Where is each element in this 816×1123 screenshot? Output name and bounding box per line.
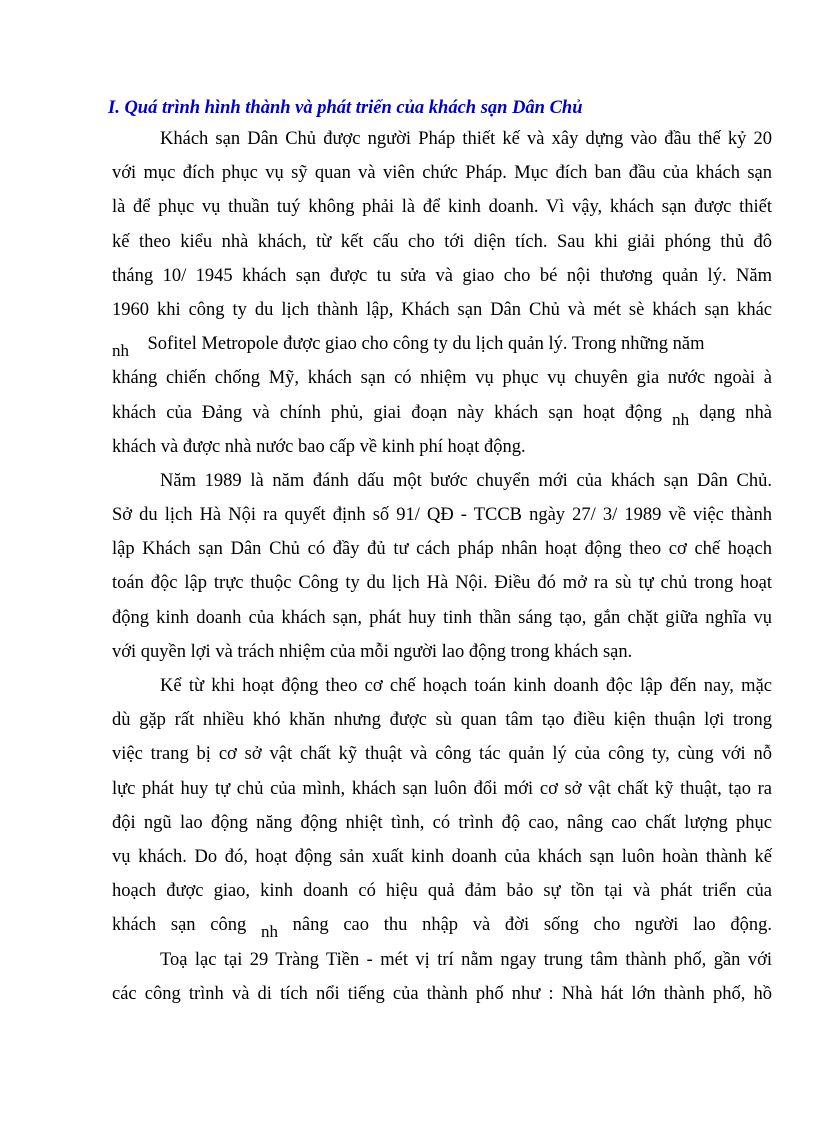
text-line: vụ khách. Do đó, hoạt động sản xuất kinh doanh của khách sạn luôn hoàn thành kế — [112, 846, 772, 867]
text-line: Toạ lạc tại 29 Tràng Tiền - mét vị trí nằm ngay trung tâm thành phố, gần với — [160, 949, 772, 970]
section-heading: I. Quá trình hình thành và phát triển của khách sạn Dân Chủ — [108, 98, 583, 118]
text-line: kháng chiến chống Mỹ, khách sạn có nhiệm vụ phục vụ chuyên gia nước ngoài à — [112, 368, 772, 389]
text-fragment: nh — [112, 341, 129, 361]
text-line: với quyền lợi và trách nhiệm của mỗi người lao động trong khách sạn. — [112, 641, 633, 662]
text-line: Năm 1989 là năm đánh dấu một bước chuyển mới của khách sạn Dân Chủ. — [160, 470, 772, 491]
text-line: lập Khách sạn Dân Chủ có đầy đủ tư cách pháp nhân hoạt động theo cơ chế hoạch — [112, 539, 772, 560]
text-line: dù gặp rất nhiều khó khăn nhưng được sù quan tâm tạo điều kiện thuận lợi trong — [112, 710, 772, 731]
text-run: khách sạn công — [112, 915, 247, 936]
paragraph-1 — [112, 122, 772, 464]
text-line: kế theo kiểu nhà khách, từ kết cấu cho tới diện tích. Sau khi giải phóng thủ đô — [112, 231, 772, 252]
text-run: khách của Đảng và chính phủ, giai đoạn này khách sạn hoạt động — [112, 402, 663, 423]
text-line: việc trang bị cơ sở vật chất kỹ thuật và công tác quản lý của công ty, cùng với nỗ — [112, 744, 772, 765]
paragraph-4 — [112, 943, 772, 1011]
text-fragment: nh — [672, 409, 690, 429]
text-fragment: nh — [260, 922, 278, 942]
text-line-with-fragment — [112, 327, 772, 361]
text-line: hoạch được giao, kinh doanh có hiệu quả đảm bảo sự tồn tại và phát triển của — [112, 881, 772, 902]
text-line: động kinh doanh của khách sạn, phát huy tinh thần sáng tạo, gắn chặt giữa nghĩa vụ — [112, 607, 772, 628]
text-line: Sở du lịch Hà Nội ra quyết định số 91/ QĐ - TCCB ngày 27/ 3/ 1989 về việc thành — [112, 505, 772, 526]
text-line: tháng 10/ 1945 khách sạn được tu sửa và giao cho bé nội thương quản lý. Năm — [112, 265, 772, 286]
text-run: dạng nhà — [699, 402, 772, 423]
text-line: Kể từ khi hoạt động theo cơ chế hoạch toán kinh doanh độc lập đến nay, mặc — [160, 676, 772, 696]
text-line: là để phục vụ thuần tuý không phải là để kinh doanh. Vì vậy, khách sạn được thiết — [112, 197, 772, 218]
text-line: lực phát huy tự chủ của mình, khách sạn luôn đổi mới cơ sở vật chất kỹ thuật, tạo ra — [112, 778, 772, 799]
text-line: với mục đích phục vụ sỹ quan và viên chức Pháp. Mục đích ban đầu của khách sạn — [112, 163, 772, 184]
text-line: Khách sạn Dân Chủ được người Pháp thiết kế và xây dựng vào đầu thế kỷ 20 — [160, 129, 772, 149]
text-run: nâng cao thu nhập và đời sống cho người lao động. — [292, 915, 773, 936]
text-line: 1960 khi công ty du lịch thành lập, Khách sạn Dân Chủ và mét sè khách sạn khác — [112, 299, 772, 320]
text-line-with-fragment — [112, 908, 772, 942]
document-page — [108, 94, 773, 1011]
text-line-with-fragment — [112, 396, 772, 430]
text-line: toán độc lập trực thuộc Công ty du lịch Hà Nội. Điều đó mở ra sù tự chủ trong hoạt — [112, 573, 772, 594]
paragraph-3 — [112, 669, 772, 943]
text-line: các công trình và di tích nổi tiếng của thành phố như : Nhà hát lớn thành phố, hồ — [112, 983, 772, 1004]
text-line: đội ngũ lao động năng động nhiệt tình, có trình độ cao, nâng cao chất lượng phục — [112, 812, 772, 833]
paragraph-2 — [112, 464, 772, 669]
text-run: Sofitel Metropole được giao cho công ty du lịch quản lý. Trong những năm — [147, 334, 705, 355]
text-line: khách và được nhà nước bao cấp về kinh phí hoạt động. — [112, 436, 526, 457]
